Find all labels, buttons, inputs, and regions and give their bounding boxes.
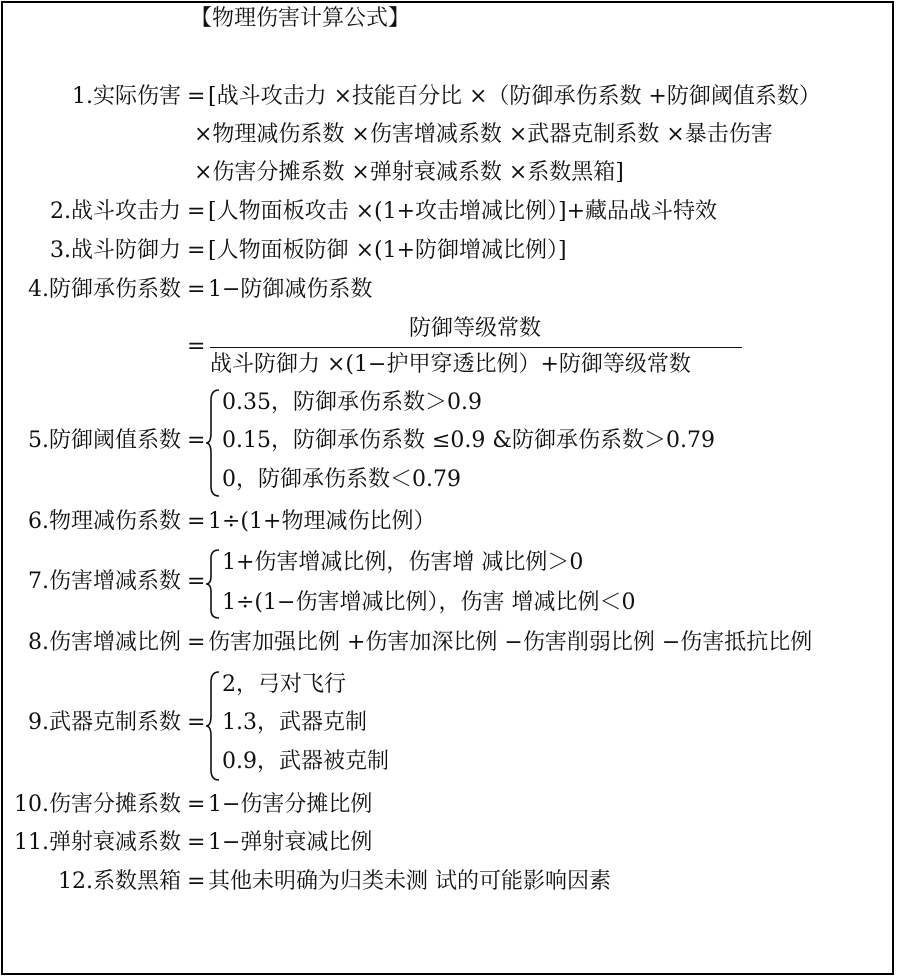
formula-10-expression: 1−伤害分摊比例	[208, 792, 373, 817]
formula-7-equals: =	[187, 569, 206, 594]
formula-4-numerator: 防御等级常数	[408, 316, 541, 341]
fraction-bar	[210, 347, 742, 348]
formula-9-label: 9.武器克制系数	[28, 710, 181, 735]
formula-11-label: 11.弹射衰减系数	[14, 830, 181, 855]
left-brace-icon	[205, 548, 221, 620]
formula-1-expression: [战斗攻击力 ×技能百分比 ×（防御承伤系数 +防御阈值系数）	[208, 84, 821, 109]
formula-6-expression: 1÷(1+物理减伤比例）	[208, 509, 436, 534]
left-brace-icon	[205, 388, 221, 498]
formula-4-label: 4.防御承伤系数	[28, 277, 181, 302]
formula-12-equals: =	[187, 869, 206, 894]
formula-9-case-3: 0.9，武器被克制	[222, 749, 389, 774]
formula-6-label: 6.物理减伤系数	[28, 509, 181, 534]
formula-10-equals: =	[187, 792, 206, 817]
formula-12-expression: 其他未明确为归类未测 试的可能影响因素	[208, 869, 611, 894]
formula-9-equals: =	[187, 710, 206, 735]
formula-2-label: 2.战斗攻击力	[50, 199, 181, 224]
formula-9-case-1: 2，弓对飞行	[222, 672, 346, 697]
formula-10-label: 10.伤害分摊系数	[14, 792, 181, 817]
formula-3-label: 3.战斗防御力	[50, 238, 181, 263]
formula-8-equals: =	[187, 630, 206, 655]
formula-7-label: 7.伤害增减系数	[28, 569, 181, 594]
page-title: 【物理伤害计算公式】	[190, 6, 411, 31]
formula-3-expression: [人物面板防御 ×(1+防御增减比例）]	[208, 238, 567, 263]
formula-4-second-equals: =	[187, 334, 206, 359]
formula-11-expression: 1−弹射衰减比例	[208, 830, 373, 855]
formula-8-expression: 伤害加强比例 +伤害加深比例 −伤害削弱比例 −伤害抵抗比例	[208, 630, 813, 655]
formula-12-label: 12.系数黑箱	[58, 869, 181, 894]
formula-1-expression-line-3: ×伤害分摊系数 ×弹射衰减系数 ×系数黑箱]	[194, 160, 624, 185]
left-brace-icon	[205, 670, 221, 782]
formula-5-equals: =	[187, 428, 206, 453]
formula-5-case-2: 0.15，防御承伤系数 ≤0.9 &防御承伤系数＞0.79	[222, 428, 715, 453]
formula-1-equals: =	[187, 84, 206, 109]
formula-11-equals: =	[187, 830, 206, 855]
formula-1-expression-line-2: ×物理减伤系数 ×伤害增减系数 ×武器克制系数 ×暴击伤害	[194, 122, 773, 147]
formula-5-label: 5.防御阈值系数	[28, 428, 181, 453]
formula-5-case-1: 0.35，防御承伤系数＞0.9	[222, 390, 482, 415]
formula-4-equals: =	[187, 277, 206, 302]
formula-1-label: 1.实际伤害	[72, 84, 181, 109]
formula-9-case-2: 1.3，武器克制	[222, 710, 367, 735]
formula-2-expression: [人物面板攻击 ×(1+攻击增减比例）]+藏品战斗特效	[208, 199, 718, 224]
formula-2-equals: =	[187, 199, 206, 224]
formula-4-expression: 1−防御减伤系数	[208, 277, 373, 302]
formula-6-equals: =	[187, 509, 206, 534]
formula-7-case-1: 1+伤害增减比例，伤害增 减比例＞0	[222, 550, 584, 575]
formula-4-denominator: 战斗防御力 ×(1−护甲穿透比例）+防御等级常数	[210, 352, 691, 377]
formula-3-equals: =	[187, 238, 206, 263]
formula-5-case-3: 0，防御承伤系数＜0.79	[222, 467, 461, 492]
formula-8-label: 8.伤害增减比例	[28, 630, 181, 655]
formula-7-case-2: 1÷(1−伤害增减比例），伤害 增减比例＜0	[222, 590, 636, 615]
